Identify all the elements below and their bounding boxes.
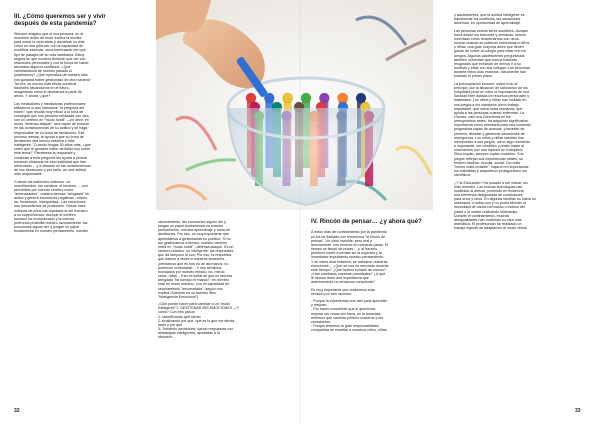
- crayon-tip: [246, 93, 256, 103]
- right-page-column-4: [454, 13, 588, 230]
- paragraph: Las personas somos seres sociables. Aunque fuera desde los balcones y ventanas, hemos inventado cómo relacionarnos con otros. Incluso cuando se publican entrevistas a niños y niñas, una gran mayoría dicen que tienen ganas de volver al colegio para estar con los amigos. Algunos adolescentes preguntados también comentan que nunca hubieran imaginado que echarían de menos ir a su Instituto y estar con sus colegas. Las personas, durante estos días estamos, claramente han poblado el primer plano.: [454, 28, 531, 79]
- crayon-tip: [356, 93, 366, 103]
- crayon-tip: [319, 93, 329, 103]
- paragraph: ¿Qué puede hacer para cambiar a un "modo inteligente"?: GESTIONAR MIS EMOCIONES. ¿Y cómo? Con tres pasos: 1- Identificando qué siento 2- Analizando por qué, qué es lo que me afecta tanto y por qué 3- Tomando decisiones: dando respuestas con estrategias inteligentes, ajustadas a la situación.: [158, 302, 239, 340]
- paragraph: ¿Y la Educación? Ha pasado a ser virtual, sin más remedio. Las nuevas tecnologías han sustituido al directo, poniendo en evidencia una tremenda desigualdad de condiciones para unos y otros. En algunas familias no había un ordenador o había uno y no podía atender la necesidad de varios hermanos o incluso del padre y la madre realizando teletrabajo. Durante el confinamiento, muchas desigualdades han mostrado su cara más dramática. El profesorado ha realizado un trabajo ingente de adaptación al modo virtual: [454, 180, 536, 231]
- paragraph: razonamiento, las emociones siguen ahí y juegan un papel fundamental en nuestro pensamiento, nuestra aprendizaje y toma de decisiones. Por eso, es muy importante que aprendamos a gestionarlas en positivo. Si no las gestionamos a tiempo, nuestro cerebro entra en "modo hostil" –defensa-ataque- Es un cerebro reactivo, no inteligente; las respuestas que da tampoco lo son. Por eso, la respuesta que damos a veces a nuestros tensiones… ¡pensamos que es nos va de las manos; no podemos controlarla!… Y nos sentimos inundados por nuestro enfado, ira, miedo, celos, rabia… Eso es señal de que mi famosa amígdala "ha tomado el mando": mi cerebro está en modo reactivo, con mi capacidad de razonamiento "secuestrada" (según nos explica Goleman en su famoso libro "Inteligencia Emocional").: [158, 220, 234, 299]
- crayons-photo: [156, 0, 433, 210]
- crayon-tip: [338, 93, 348, 103]
- paragraph: - Porque la experiencia nos vale para aprender y mejorar. - Por hacer consciente que si queremos mejorar las cosas ahí fuera, en la sociedad, tenemos que cambiar primero nosotros y ser conscientes. - Porque tenemos la gran responsabilidad compartida de enseñar a nuestros niños, niñas: [311, 299, 387, 333]
- page-number-right: 33: [575, 408, 581, 414]
- left-page-column-2: [158, 220, 290, 340]
- paragraph: La preocupación enorme, sobre todo al principio, por la situación de saturación de los hospitales puso en valor la importancia de una Sanidad bien dotada de recursos personales y materiales. Los niños y niñas han incluido en sus juegos a los sanitarios como trabajo importante, que salva vidas humanas, que ayuda a las personas cuando enferman. La Ciencia, casi una Cenicienta en los presupuestos antes, ha adquirido significativa importancia como necesaria para una sociedad progresista capaz de avanzar, y también de prevenir, afrontar y gestionar situaciones de emergencia. Los niños y niñas también han incorporado a sus juegos, como algo novedoso e importante, ser científico y poder matar al coronavirus con una líquidos en frasquitos. Ellos copian, siempre copian modelos. Sus juegos reflejan sus experiencias vitales, su entorno familiar, escolar, social. Con este "hecho mala invisible", bajaron en importancia los futbolistas y adquirieron protagonismo los científicos.: [454, 81, 531, 178]
- right-page-column-3: [311, 218, 441, 332]
- crayon-tip: [283, 93, 293, 103]
- paragraph: y adolescentes, que la actitud inteligente es transformar los conflictos, las situaciones adversas, en oportunidad de aprendizaje.: [454, 13, 525, 26]
- left-page-column-1: [14, 13, 146, 234]
- paragraph: Siempre imagino que si una persona, en el momento antes de morir tuviera la lucidez para echar la vista atrás y visualizar su vida como en una película, con la capacidad de modificar escenas, sería interesante ver qué tipo de pasajes de su vida cambiaría. Estoy segura de que muchos tendrían que ver con relaciones personales y con la forma de haber abordado algunos conflictos. ¿Qué cambiaríamos de nuestro pasado si pudiéramos? ¿Qué episodios de nuestra vida nos gustaría haber gestionado de otra manera? Tal vez, es mucho más eficaz construir futuribles situándonos en el futuro, imaginando cómo lo deseamos a partir de ahora. Y ahora, ¿qué?: [14, 31, 91, 99]
- crayon-tip: [301, 93, 311, 103]
- section-heading-iii: III. ¿Cómo queremos ser y vivir después de esta pandemia?: [14, 13, 106, 28]
- crayons-jar-illustration: [156, 0, 433, 210]
- book-spine-shadow: [299, 0, 301, 424]
- section-heading-iv: IV. Rincón de pensar… ¿y ahora qué?: [311, 218, 422, 225]
- paragraph: Los mediadores y mediadoras profesionales utilizamos lo que llamamos "la pregunta del futuro", que resulta muy eficaz a la hora de conseguir que una persona enfadada con otra, con un cerebro en "modo hostil" —es decir, en modo "defensa-ataque"- sea capaz de enfocar en las consecuencias de su actitud y se haga responsable de su toma de decisiones. Ese proceso mental, le ayuda a que su toma de decisiones sea menos reactiva y más inteligente: "Cuando tengas 30 años más, ¿qué crees que te gustaría haber decidido hoy sobre este tema?" Plantearse la respuesta y contestar a esta pregunta les ayuda a pensar tomando distancia de esa hostilidad que han alimentado… y a situarse en las consecuencias de sus decisiones y por tanto, en una actitud más responsable.: [14, 101, 91, 177]
- page-number-left: 32: [14, 408, 20, 414]
- paragraph: A estos días de confinamiento por la pandemia yo los he llamado con frecuencia "el rincón de pensar". Un virus invisible, pero real y amenazante, nos encerró en nuestras casas. El tiempo se limpió de prisas… y, al hacerlo, pudimos volver a pensar sin la urgencia y la inmediatez impulsando nuestro pensamiento. Y en estos días estamos, se activaron nuestras emociones… ¿Qué se nos ha removido durante este tiempo? ¿Qué hemos echado de menos? ¿Han cambiado nuestras prioridades? ¿A qué le hemos dado una importancia que anteriormente no teníamos consciente?: [311, 230, 389, 285]
- paragraph: Es muy importante que realicemos esta revisión por tres razones:: [311, 287, 375, 296]
- paragraph: Cuando los estímulos externos –la incertidumbre, los cambios, el encierro…- son percibidos por nuestro cerebro como "amenazantes", nuestra famosa "amígdala" se activa y genera emociones negativas –miedo, ira, frustración, inseguridad-. Las emociones son mecanismos de protección. Desde hace millones de años han ayudado al ser humano a su supervivencia. Aunque el cerebro humano ha evolucionado y la corteza prefrontal posibilita nuestro razonamiento, las emociones siguen ahí y juegan un papel fundamental en nuestro pensamiento, nuestro: [14, 179, 89, 234]
